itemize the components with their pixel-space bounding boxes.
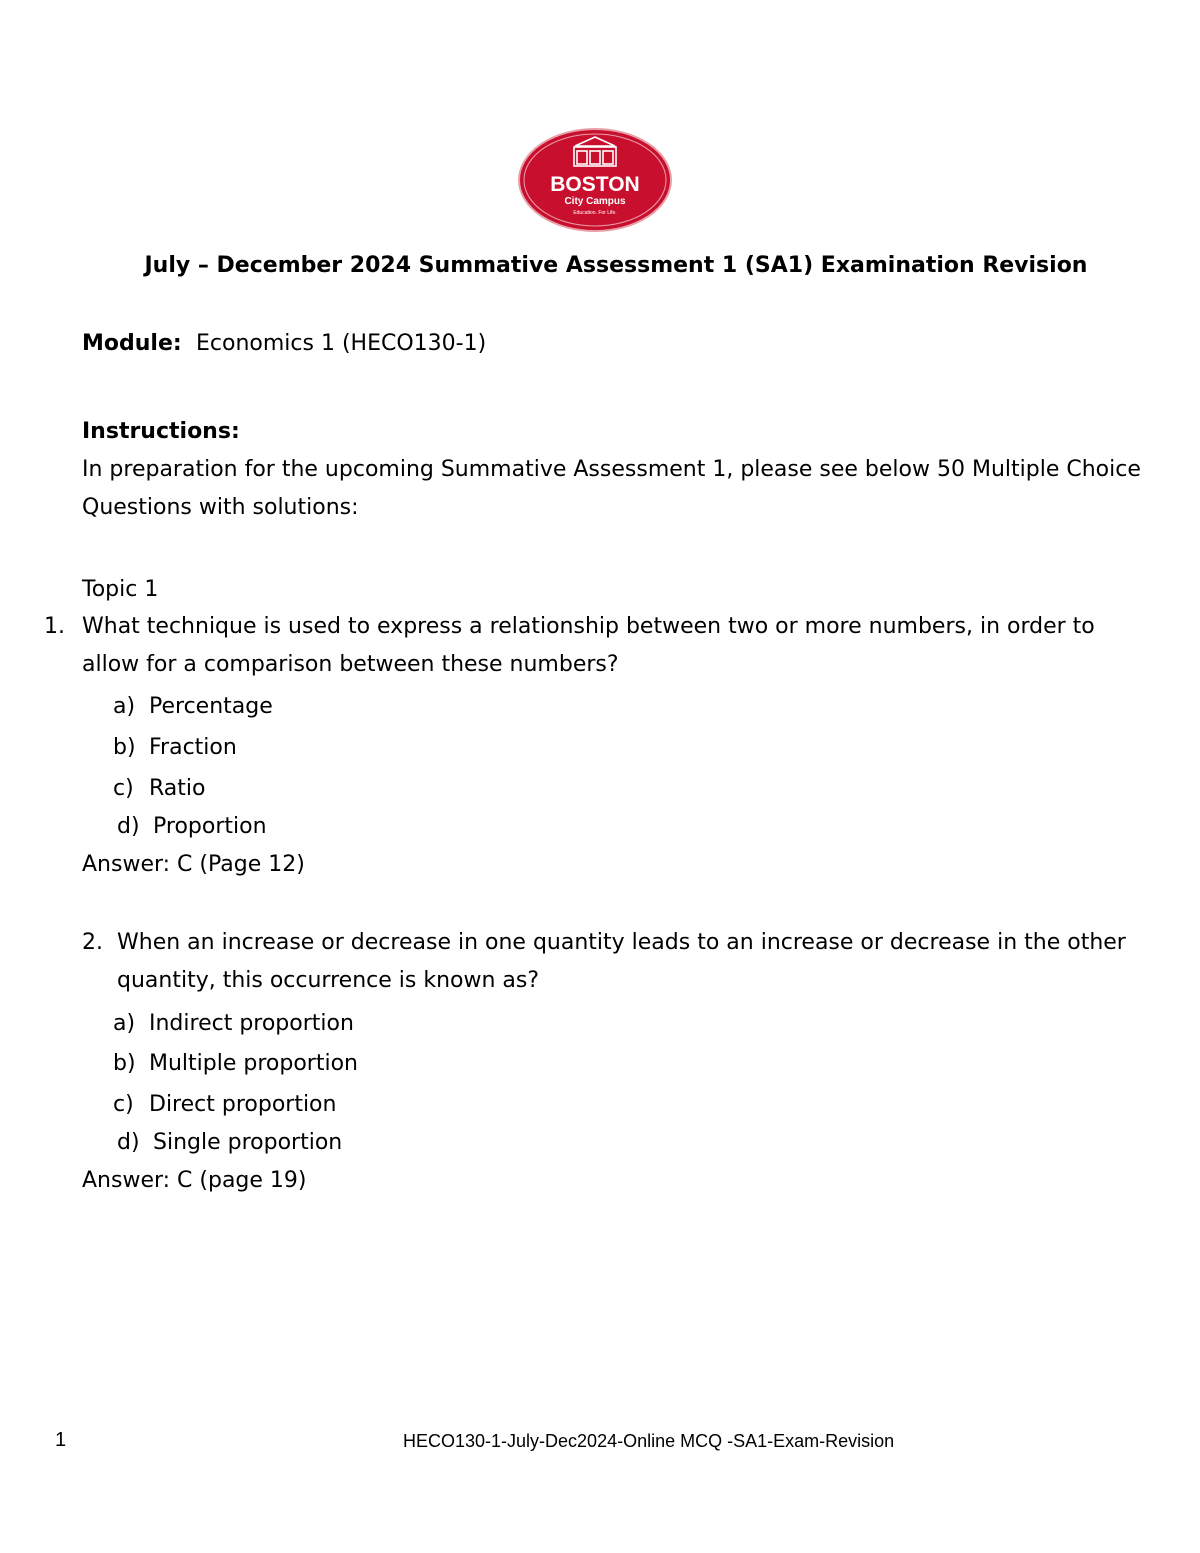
module-value: Economics 1 (HECO130-1): [196, 331, 487, 356]
question-2-option-b-letter: b): [113, 1051, 136, 1076]
document-title: July – December 2024 Summative Assessment 1 (SA1) Examination Revision: [144, 253, 1088, 278]
question-2-option-b-text: Multiple proportion: [149, 1051, 358, 1076]
question-2-option-d-text: Single proportion: [153, 1130, 343, 1155]
logo-subtitle: City Campus: [564, 196, 626, 207]
question-1-option-c-letter: c): [113, 776, 134, 801]
instructions-heading: Instructions:: [82, 419, 240, 444]
boston-city-campus-logo: [518, 128, 672, 232]
question-2-text-line-1: When an increase or decrease in one quantity leads to an increase or decrease in the other: [117, 930, 1126, 955]
question-2-option-a-letter: a): [113, 1011, 136, 1036]
footer-document-name: HECO130-1-July-Dec2024-Online MCQ -SA1-Exam-Revision: [403, 1431, 895, 1451]
page-number: 1: [55, 1429, 67, 1451]
question-1-option-a-letter: a): [113, 694, 136, 719]
instructions-line-1: In preparation for the upcoming Summative Assessment 1, please see below 50 Multiple Choice: [82, 457, 1141, 482]
question-1-option-c-text: Ratio: [149, 776, 206, 801]
question-2-option-d-letter: d): [117, 1130, 140, 1155]
question-1-answer: Answer: C (Page 12): [82, 852, 305, 877]
question-1-text-line-1: What technique is used to express a relationship between two or more numbers, in order to: [82, 614, 1095, 639]
question-2-text-line-2: quantity, this occurrence is known as?: [117, 968, 540, 993]
question-1-option-d-text: Proportion: [153, 814, 267, 839]
logo-tagline: Education. For Life.: [573, 210, 617, 216]
logo-name: BOSTON: [550, 173, 640, 196]
question-2-option-a-text: Indirect proportion: [149, 1011, 354, 1036]
topic-heading: Topic 1: [82, 577, 159, 602]
question-2-number: 2.: [82, 930, 103, 955]
question-1-text-line-2: allow for a comparison between these numbers?: [82, 652, 619, 677]
module-label: Module:: [82, 331, 182, 356]
instructions-line-2: Questions with solutions:: [82, 495, 359, 520]
question-2-option-c-text: Direct proportion: [149, 1092, 337, 1117]
question-2-option-c-letter: c): [113, 1092, 134, 1117]
question-2-answer: Answer: C (page 19): [82, 1168, 307, 1193]
question-1-option-b-text: Fraction: [149, 735, 237, 760]
question-1-option-d-letter: d): [117, 814, 140, 839]
question-1-option-a-text: Percentage: [149, 694, 273, 719]
question-1-number: 1.: [44, 614, 65, 639]
question-1-option-b-letter: b): [113, 735, 136, 760]
